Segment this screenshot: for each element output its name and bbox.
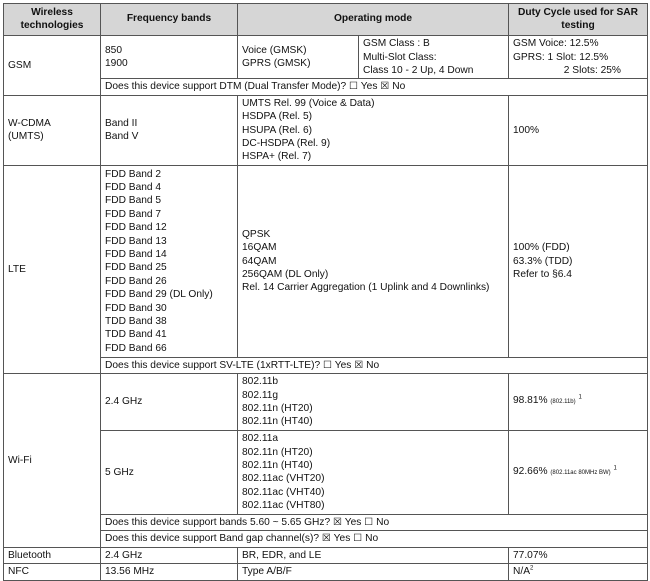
wifi-24-duty-note: (802.11b) [550, 399, 576, 406]
wifi-24-band-cell: 2.4 GHz [101, 374, 238, 431]
wifi-5-duty-footnote: 1 [613, 465, 617, 472]
wifi-question2-row [4, 531, 648, 547]
wifi-24-row [4, 374, 648, 431]
wifi-24-duty-footnote: 1 [578, 394, 582, 401]
gsm-duty-gprs: GPRS: 1 Slot: 12.5% [513, 51, 609, 63]
wifi-tech-cell: Wi-Fi [4, 374, 101, 547]
header-operating-mode: Operating mode [238, 4, 509, 36]
bluetooth-tech-cell: Bluetooth [4, 547, 101, 563]
nfc-duty-value: N/A [513, 566, 530, 578]
gsm-question-row [4, 79, 648, 95]
nfc-row [4, 564, 648, 580]
header-row [4, 4, 648, 36]
header-wireless-technologies: Wireless technologies [4, 4, 101, 36]
wcdma-duty-cell: 100% [509, 95, 648, 165]
header-frequency-bands: Frequency bands [101, 4, 238, 36]
wifi-bandgap-question: Does this device support Band gap channel(s)? ☒ Yes ☐ No [101, 531, 648, 547]
bluetooth-band-cell: 2.4 GHz [101, 547, 238, 563]
lte-svlte-question: Does this device support SV-LTE (1xRTT-LTE)? ☐ Yes ☒ No [101, 357, 648, 373]
lte-mode-cell: QPSK 16QAM 64QAM 256QAM (DL Only) Rel. 14 Carrier Aggregation (1 Uplink and 4 Downlinks) [238, 165, 509, 357]
wifi-24-duty-cell [509, 374, 648, 431]
gsm-tech-cell: GSM [4, 36, 101, 96]
bluetooth-row [4, 547, 648, 563]
wifi-5-duty-cell [509, 430, 648, 514]
wifi-bands-question: Does this device support bands 5.60 ~ 5.65 GHz? ☒ Yes ☐ No [101, 514, 648, 530]
wifi-5-mode-cell: 802.11a 802.11n (HT20) 802.11n (HT40) 802.11ac (VHT20) 802.11ac (VHT40) 802.11ac (VHT80) [238, 430, 509, 514]
wcdma-tech-cell: W-CDMA (UMTS) [4, 95, 101, 165]
bluetooth-duty-cell: 77.07% [509, 547, 648, 563]
wifi-5-row [4, 430, 648, 514]
gsm-class-cell: GSM Class : B Multi-Slot Class: Class 10 - 2 Up, 4 Down [359, 36, 509, 79]
lte-tech-cell: LTE [4, 165, 101, 373]
header-duty-cycle: Duty Cycle used for SAR testing [509, 4, 648, 36]
wifi-5-band-cell: 5 GHz [101, 430, 238, 514]
gsm-dtm-question: Does this device support DTM (Dual Transfer Mode)? ☐ Yes ☒ No [101, 79, 648, 95]
gsm-bands-cell: 850 1900 [101, 36, 238, 79]
nfc-mode-cell: Type A/B/F [238, 564, 509, 580]
nfc-band-cell: 13.56 MHz [101, 564, 238, 580]
gsm-row [4, 36, 648, 79]
gsm-duty-voice: GSM Voice: 12.5% [513, 38, 599, 50]
wifi-question1-row [4, 514, 648, 530]
lte-row [4, 165, 648, 357]
wifi-5-duty-value: 92.66% [513, 465, 548, 477]
nfc-duty-cell [509, 564, 648, 580]
wcdma-bands-cell: Band II Band V [101, 95, 238, 165]
lte-bands-cell: FDD Band 2 FDD Band 4 FDD Band 5 FDD Band 7 FDD Band 12 FDD Band 13 FDD Band 14 FDD Band 25 FDD Band 26 FDD Band 29 (DL Only) FDD Band 30 TDD Band 38 TDD Band 41 FDD Band 66 [101, 165, 238, 357]
lte-duty-cell: 100% (FDD) 63.3% (TDD) Refer to §6.4 [509, 165, 648, 357]
wcdma-mode-cell: UMTS Rel. 99 (Voice & Data) HSDPA (Rel. 5) HSUPA (Rel. 6) DC-HSDPA (Rel. 9) HSPA+ (Rel. 7) [238, 95, 509, 165]
gsm-mode-cell: Voice (GMSK) GPRS (GMSK) [238, 36, 359, 79]
wcdma-row [4, 95, 648, 165]
nfc-duty-footnote: 2 [529, 565, 534, 572]
wifi-24-mode-cell: 802.11b 802.11g 802.11n (HT20) 802.11n (HT40) [238, 374, 509, 431]
wireless-technologies-table [3, 3, 648, 581]
wifi-5-duty-note: (802.11ac 80MHz BW) [550, 469, 611, 476]
nfc-tech-cell: NFC [4, 564, 101, 580]
lte-question-row [4, 357, 648, 373]
gsm-duty-slots: 2 Slots: 25% [563, 65, 621, 76]
wifi-24-duty-value: 98.81% [513, 395, 548, 407]
gsm-duty-cell [509, 36, 648, 79]
bluetooth-mode-cell: BR, EDR, and LE [238, 547, 509, 563]
